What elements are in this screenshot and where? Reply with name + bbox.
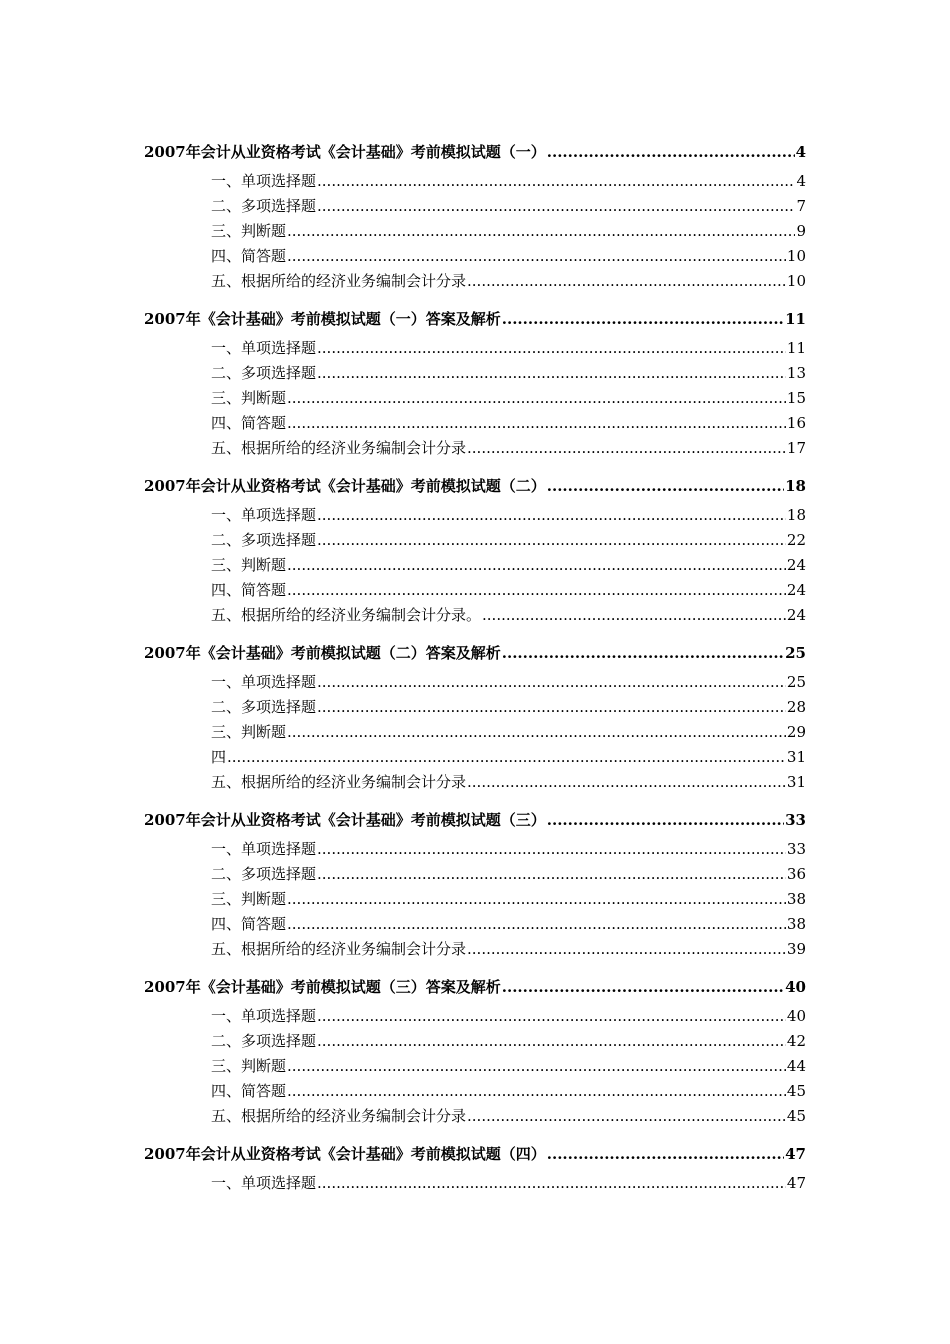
toc-leader-dots xyxy=(547,807,784,833)
toc-leader-dots xyxy=(467,937,786,962)
toc-leader-dots xyxy=(287,219,795,244)
toc-page-number: 40 xyxy=(785,978,806,996)
toc-entry-label: 四、简答题 xyxy=(211,581,287,599)
toc-page-number: 10 xyxy=(786,272,806,290)
toc-leader-dots xyxy=(287,386,786,411)
toc-page-number: 36 xyxy=(786,865,806,883)
toc-page-number: 38 xyxy=(786,890,806,908)
toc-leader-dots xyxy=(287,1079,786,1104)
toc-leader-dots xyxy=(547,139,795,165)
toc-page-number: 25 xyxy=(785,644,806,662)
toc-leader-dots xyxy=(467,269,786,294)
toc-entry-link[interactable] xyxy=(144,169,806,194)
toc-leader-dots xyxy=(317,837,786,862)
toc-page-number: 22 xyxy=(786,531,806,549)
toc-leader-dots xyxy=(317,862,786,887)
toc-page-number: 33 xyxy=(785,811,806,829)
toc-page-number: 25 xyxy=(786,673,806,691)
toc-section xyxy=(144,974,806,1129)
toc-entry-label: 二、多项选择题 xyxy=(211,364,317,382)
toc-leader-dots xyxy=(467,1104,786,1129)
toc-leader-dots xyxy=(317,169,795,194)
toc-heading-title: 2007年会计从业资格考试《会计基础》考前模拟试题（三） xyxy=(144,811,546,829)
toc-leader-dots xyxy=(547,473,784,499)
toc-entry-label: 五、根据所给的经济业务编制会计分录 xyxy=(211,940,467,958)
toc-entry-label: 一、单项选择题 xyxy=(211,840,317,858)
toc-page-number: 31 xyxy=(786,748,806,766)
toc-entry-link[interactable] xyxy=(144,1171,806,1196)
toc-leader-dots xyxy=(502,640,784,666)
toc-entry-label: 四、简答题 xyxy=(211,915,287,933)
toc-heading-link[interactable] xyxy=(144,974,806,1000)
toc-leader-dots xyxy=(287,553,786,578)
toc-heading-title: 2007年《会计基础》考前模拟试题（一）答案及解析 xyxy=(144,310,501,328)
toc-leader-dots xyxy=(317,695,786,720)
toc-page-number: 9 xyxy=(796,222,806,240)
toc-entry-link[interactable] xyxy=(144,386,806,411)
toc-entry-link[interactable] xyxy=(144,578,806,603)
toc-entry-link[interactable] xyxy=(144,361,806,386)
toc-page-number: 11 xyxy=(785,310,806,328)
toc-entry-link[interactable] xyxy=(144,1104,806,1129)
toc-entry-label: 一、单项选择题 xyxy=(211,673,317,691)
toc-heading-title: 2007年《会计基础》考前模拟试题（二）答案及解析 xyxy=(144,644,501,662)
toc-entry-label: 三、判断题 xyxy=(211,556,287,574)
toc-heading-link[interactable] xyxy=(144,807,806,833)
toc-heading-title: 2007年《会计基础》考前模拟试题（三）答案及解析 xyxy=(144,978,501,996)
toc-section xyxy=(144,640,806,795)
toc-entry-link[interactable] xyxy=(144,244,806,269)
toc-entry-link[interactable] xyxy=(144,194,806,219)
toc-entry-label: 四、简答题 xyxy=(211,414,287,432)
toc-leader-dots xyxy=(287,1054,786,1079)
toc-entry-label: 三、判断题 xyxy=(211,389,287,407)
toc-page-number: 7 xyxy=(796,197,806,215)
toc-entry-label: 三、判断题 xyxy=(211,1057,287,1075)
toc-entry-link[interactable] xyxy=(144,336,806,361)
toc-entry-label: 五、根据所给的经济业务编制会计分录。 xyxy=(211,606,482,624)
toc-entry-link[interactable] xyxy=(144,670,806,695)
toc-section xyxy=(144,1141,806,1196)
toc-leader-dots xyxy=(317,1029,786,1054)
toc-entry-label: 三、判断题 xyxy=(211,890,287,908)
toc-page-number: 18 xyxy=(785,477,806,495)
toc-leader-dots xyxy=(467,770,786,795)
toc-leader-dots xyxy=(317,194,795,219)
toc-leader-dots xyxy=(482,603,786,628)
toc-page-number: 47 xyxy=(786,1174,806,1192)
toc-page-number: 18 xyxy=(786,506,806,524)
toc-entry-link[interactable] xyxy=(144,1054,806,1079)
toc-entry-label: 二、多项选择题 xyxy=(211,698,317,716)
toc-leader-dots xyxy=(502,974,784,1000)
toc-entry-label: 一、单项选择题 xyxy=(211,339,317,357)
toc-section xyxy=(144,807,806,962)
toc-leader-dots xyxy=(317,1004,786,1029)
toc-leader-dots xyxy=(317,336,786,361)
toc-leader-dots xyxy=(287,720,786,745)
toc-leader-dots xyxy=(287,578,786,603)
toc-page-number: 13 xyxy=(786,364,806,382)
toc-page-number: 42 xyxy=(786,1032,806,1050)
toc-page-number: 44 xyxy=(786,1057,806,1075)
toc-entry-link[interactable] xyxy=(144,528,806,553)
toc-page-number: 28 xyxy=(786,698,806,716)
toc-section xyxy=(144,306,806,461)
toc-page-number: 24 xyxy=(786,581,806,599)
toc-leader-dots xyxy=(287,411,786,436)
toc-heading-link[interactable] xyxy=(144,306,806,332)
toc-leader-dots xyxy=(317,1171,786,1196)
toc-leader-dots xyxy=(227,745,786,770)
toc-entry-link[interactable] xyxy=(144,603,806,628)
toc-page-number: 45 xyxy=(786,1082,806,1100)
toc-entry-label: 五、根据所给的经济业务编制会计分录 xyxy=(211,773,467,791)
toc-entry-link[interactable] xyxy=(144,862,806,887)
toc-leader-dots xyxy=(467,436,786,461)
toc-entry-link[interactable] xyxy=(144,887,806,912)
toc-page-number: 15 xyxy=(786,389,806,407)
toc-entry-link[interactable] xyxy=(144,745,806,770)
toc-page-number: 11 xyxy=(786,339,806,357)
toc-entry-link[interactable] xyxy=(144,695,806,720)
toc-entry-link[interactable] xyxy=(144,219,806,244)
toc-entry-label: 一、单项选择题 xyxy=(211,506,317,524)
toc-page-number: 33 xyxy=(786,840,806,858)
toc-page-number: 24 xyxy=(786,606,806,624)
toc-entry-link[interactable] xyxy=(144,269,806,294)
toc-heading-title: 2007年会计从业资格考试《会计基础》考前模拟试题（二） xyxy=(144,477,546,495)
toc-heading-link[interactable] xyxy=(144,640,806,666)
toc-page-number: 29 xyxy=(786,723,806,741)
toc-leader-dots xyxy=(547,1141,784,1167)
toc-entry-link[interactable] xyxy=(144,937,806,962)
toc-entry-link[interactable] xyxy=(144,837,806,862)
toc-page-number: 38 xyxy=(786,915,806,933)
toc-entry-label: 四、简答题 xyxy=(211,247,287,265)
toc-entry-label: 四、简答题 xyxy=(211,1082,287,1100)
toc-entry-label: 二、多项选择题 xyxy=(211,1032,317,1050)
toc-entry-label: 三、判断题 xyxy=(211,723,287,741)
toc-page-number: 47 xyxy=(785,1145,806,1163)
toc-entry-link[interactable] xyxy=(144,1004,806,1029)
toc-page-number: 45 xyxy=(786,1107,806,1125)
toc-heading-link[interactable] xyxy=(144,473,806,499)
toc-entry-label: 二、多项选择题 xyxy=(211,865,317,883)
toc-page-number: 4 xyxy=(795,143,806,161)
toc-leader-dots xyxy=(317,670,786,695)
toc-entry-label: 五、根据所给的经济业务编制会计分录 xyxy=(211,439,467,457)
toc-entry-label: 四 xyxy=(211,748,227,766)
toc-heading-link[interactable] xyxy=(144,139,806,165)
toc-entry-label: 二、多项选择题 xyxy=(211,197,317,215)
toc-page-number: 24 xyxy=(786,556,806,574)
toc-heading-title: 2007年会计从业资格考试《会计基础》考前模拟试题（四） xyxy=(144,1145,546,1163)
toc-entry-label: 三、判断题 xyxy=(211,222,287,240)
toc-entry-link[interactable] xyxy=(144,1029,806,1054)
toc-heading-title: 2007年会计从业资格考试《会计基础》考前模拟试题（一） xyxy=(144,143,546,161)
toc-section xyxy=(144,139,806,294)
toc-section xyxy=(144,473,806,628)
toc-leader-dots xyxy=(317,503,786,528)
toc-entry-label: 五、根据所给的经济业务编制会计分录 xyxy=(211,1107,467,1125)
toc-page-number: 39 xyxy=(786,940,806,958)
toc-heading-link[interactable] xyxy=(144,1141,806,1167)
toc-page-number: 4 xyxy=(796,172,806,190)
toc-entry-label: 五、根据所给的经济业务编制会计分录 xyxy=(211,272,467,290)
toc-entry-link[interactable] xyxy=(144,553,806,578)
toc-leader-dots xyxy=(287,887,786,912)
toc-entry-link[interactable] xyxy=(144,720,806,745)
toc-entry-label: 一、单项选择题 xyxy=(211,1007,317,1025)
toc-leader-dots xyxy=(317,361,786,386)
toc-leader-dots xyxy=(287,244,786,269)
toc-page-number: 16 xyxy=(786,414,806,432)
toc-page-number: 17 xyxy=(786,439,806,457)
toc-entry-label: 一、单项选择题 xyxy=(211,172,317,190)
toc-entry-link[interactable] xyxy=(144,411,806,436)
toc-page-number: 31 xyxy=(786,773,806,791)
toc-entry-label: 一、单项选择题 xyxy=(211,1174,317,1192)
toc-entry-link[interactable] xyxy=(144,1079,806,1104)
toc-leader-dots xyxy=(502,306,784,332)
toc-page-number: 40 xyxy=(786,1007,806,1025)
toc-entry-link[interactable] xyxy=(144,503,806,528)
toc-page-number: 10 xyxy=(786,247,806,265)
toc-entry-link[interactable] xyxy=(144,436,806,461)
toc-leader-dots xyxy=(317,528,786,553)
table-of-contents xyxy=(144,139,806,1196)
toc-entry-label: 二、多项选择题 xyxy=(211,531,317,549)
toc-entry-link[interactable] xyxy=(144,770,806,795)
toc-entry-link[interactable] xyxy=(144,912,806,937)
toc-leader-dots xyxy=(287,912,786,937)
